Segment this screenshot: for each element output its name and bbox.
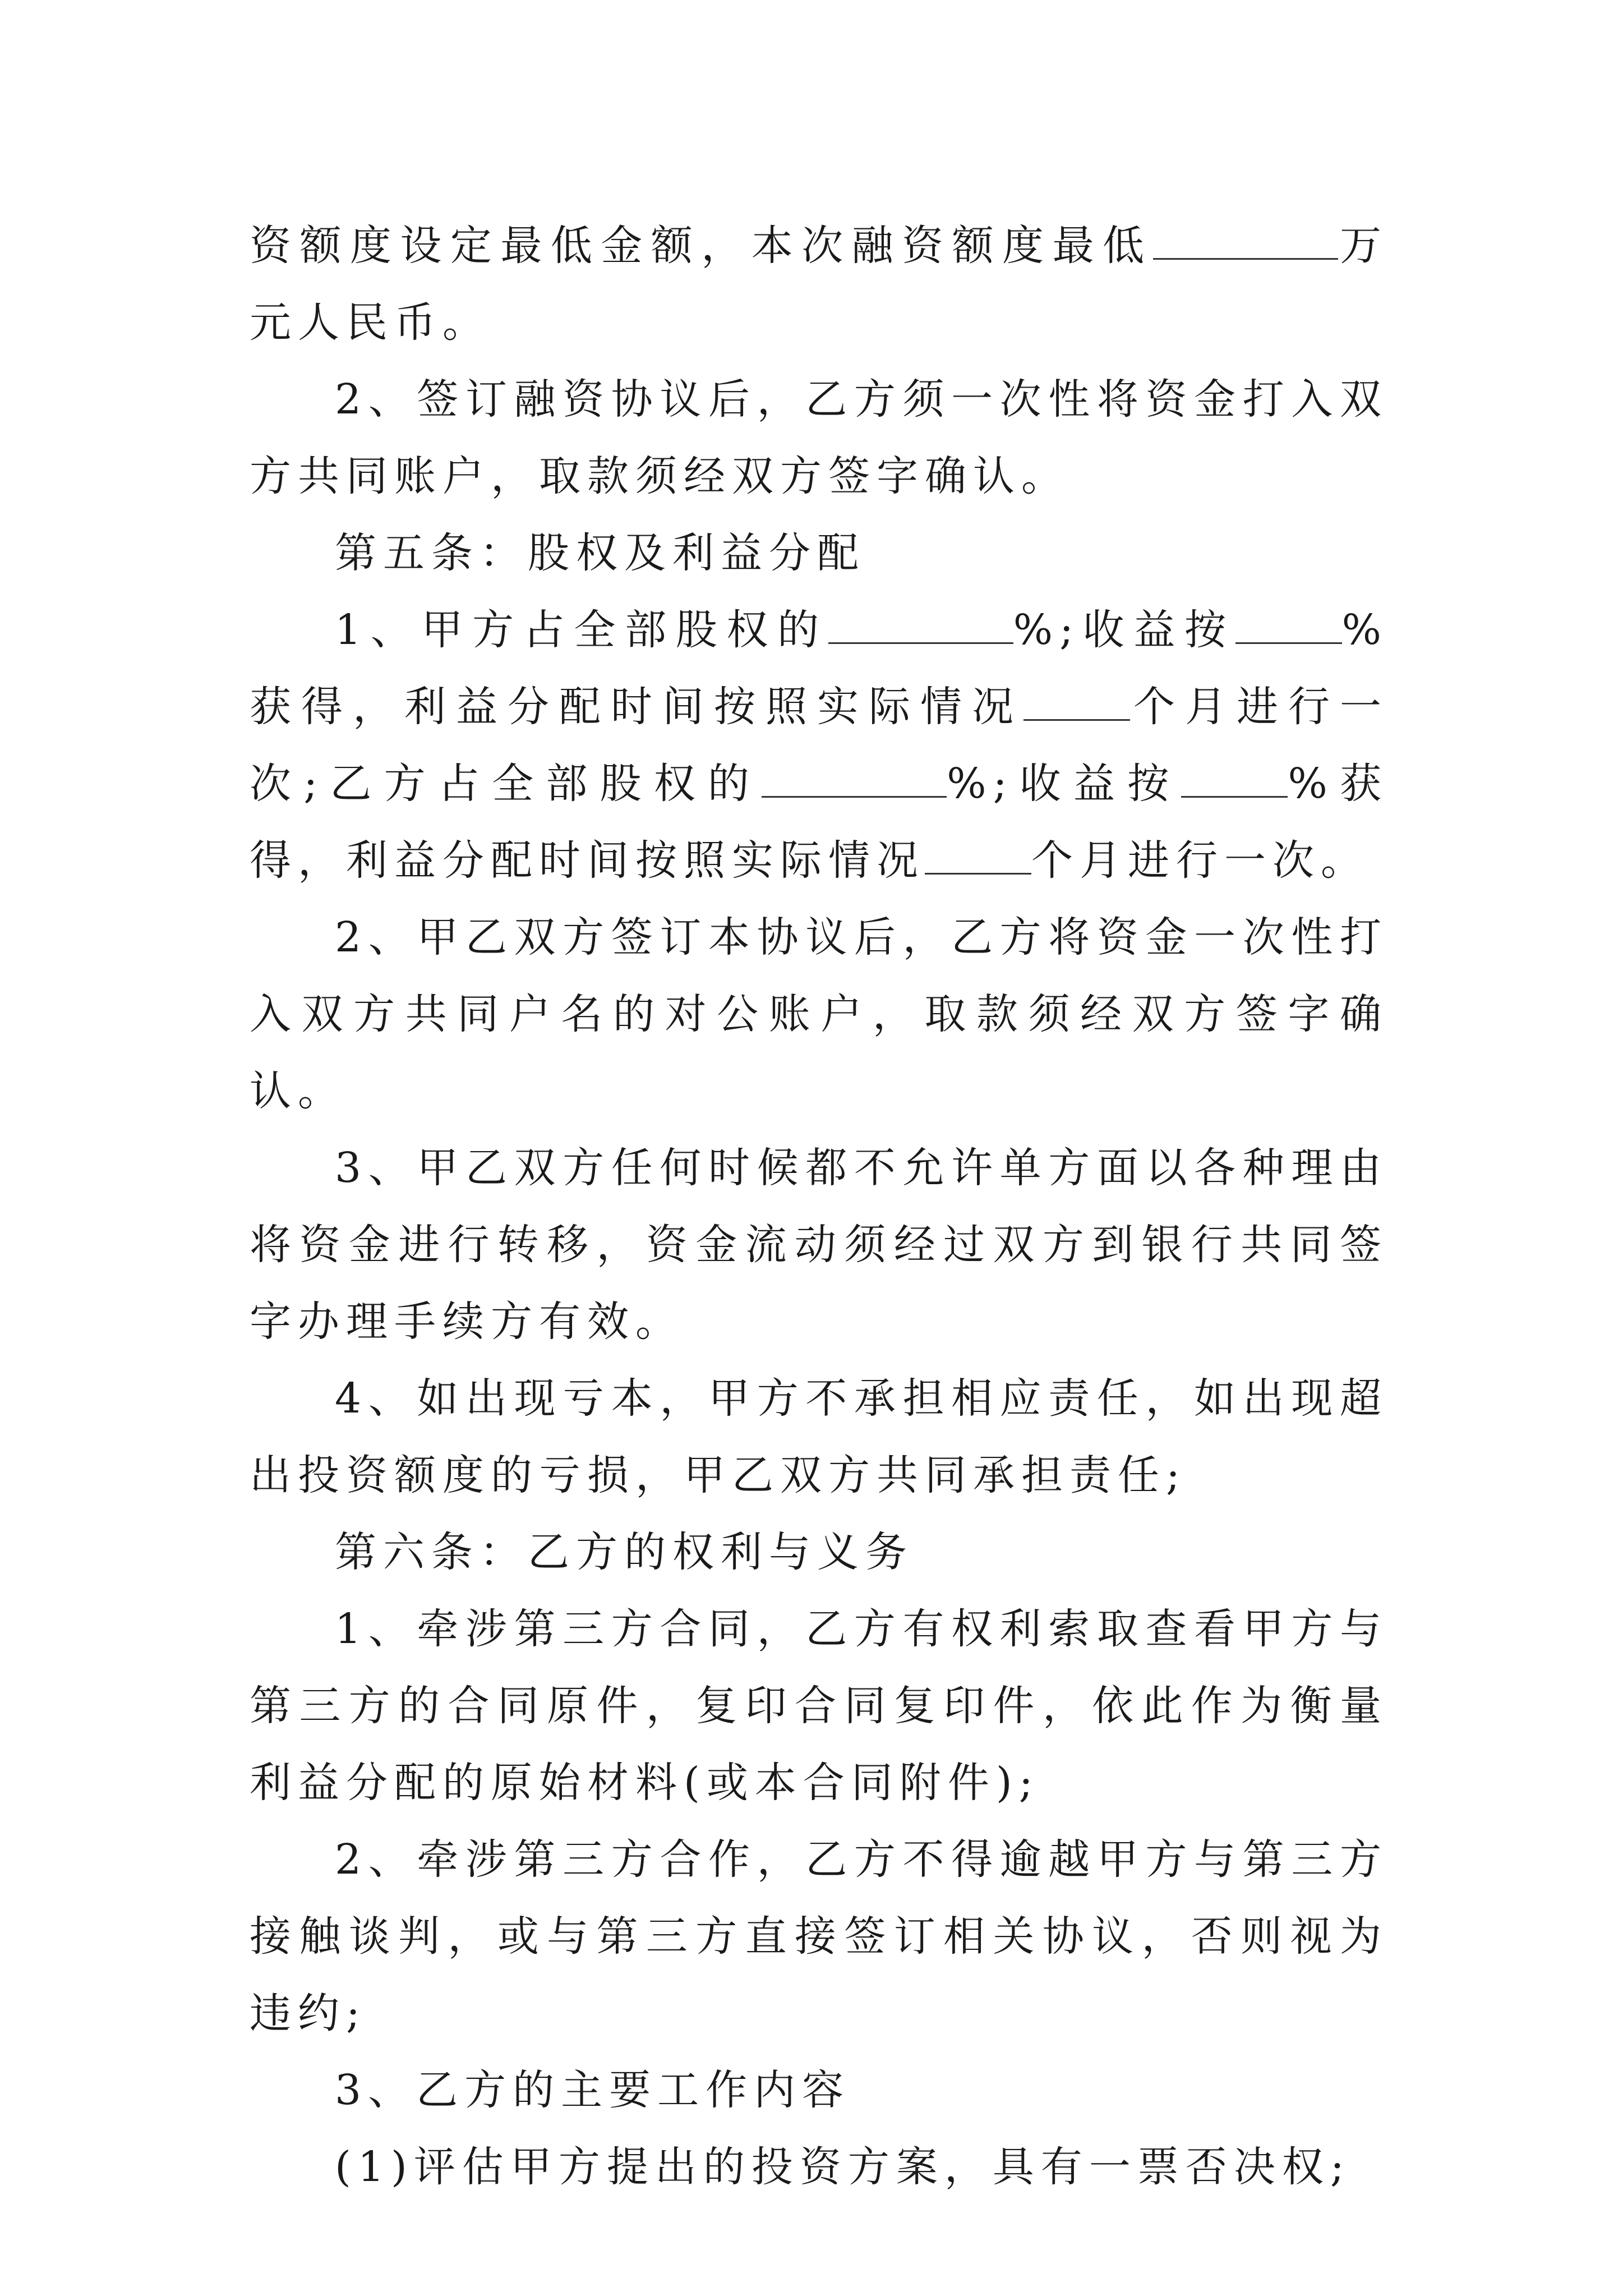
heading-article-6: 第六条：乙方的权利与义务: [335, 1528, 914, 1576]
paragraph-clause-6-1: 1、牵涉第三方合同，乙方有权利索取查看甲方与第三方的合同原件，复印合同复印件，依此作为衡量利益分配的原始材料(或本合同附件);: [250, 1605, 1388, 1807]
blank-field-party-a-months[interactable]: [1023, 682, 1130, 721]
paragraph-clause-6-2: 2、牵涉第三方合作，乙方不得逾越甲方与第三方接触谈判，或与第三方直接签订相关协议，否则视为违约;: [250, 1835, 1388, 2037]
paragraph-text: 万元人民币。: [250, 222, 1389, 347]
paragraph-clause-6-3-1: (1)评估甲方提出的投资方案，具有一票否决权;: [335, 2143, 1351, 2191]
paragraph-text: 个月进行一次。: [1031, 836, 1369, 885]
heading-article-5: 第五条：股权及利益分配: [335, 529, 865, 577]
paragraph-clause-4-2: 2、签订融资协议后，乙方须一次性将资金打入双方共同账户，取款须经双方签字确认。: [250, 375, 1388, 500]
blank-field-party-b-equity[interactable]: [762, 758, 947, 798]
blank-field-minimum-amount[interactable]: [1153, 220, 1338, 260]
document-body: [250, 208, 1388, 2206]
paragraph-text: %获得，利益分配时间按照实际情况: [250, 760, 1388, 885]
blank-field-party-a-income[interactable]: [1235, 605, 1342, 644]
paragraph-text: %获得，利益分配时间按照实际情况: [250, 606, 1388, 731]
paragraph-clause-5-4: 4、如出现亏本，甲方不承担相应责任，如出现超出投资额度的亏损，甲乙双方共同承担责任;: [250, 1374, 1388, 1499]
paragraph-text: %;收益按: [947, 760, 1182, 808]
paragraph-clause-5-3: 3、甲乙双方任何时候都不允许单方面以各种理由将资金进行转移，资金流动须经过双方到银行共同签字办理手续方有效。: [250, 1144, 1388, 1346]
paragraph-clause-5-1: [250, 592, 1388, 899]
blank-field-party-b-income[interactable]: [1181, 758, 1288, 798]
paragraph-text: 1、甲方占全部股权的: [335, 606, 828, 654]
paragraph-text: 个月进行一次;乙方占全部股权的: [250, 683, 1388, 808]
blank-field-party-a-equity[interactable]: [828, 605, 1013, 644]
paragraph-text: %;收益按: [1013, 606, 1235, 654]
paragraph-clause-6-3: 3、乙方的主要工作内容: [335, 2066, 851, 2114]
paragraph-financing-minimum: [250, 208, 1388, 361]
paragraph-clause-5-2: 2、甲乙双方签订本协议后，乙方将资金一次性打入双方共同户名的对公账户，取款须经双方签字确认。: [250, 913, 1388, 1115]
paragraph-text: 资额度设定最低金额，本次融资额度最低: [250, 222, 1153, 270]
blank-field-party-b-months[interactable]: [925, 835, 1031, 875]
